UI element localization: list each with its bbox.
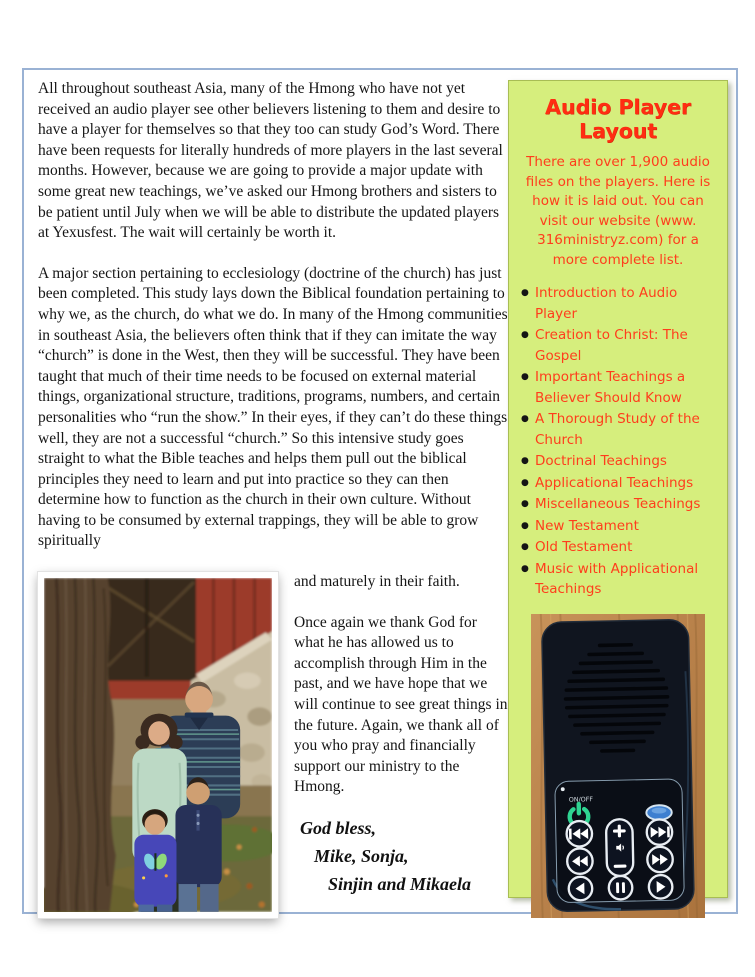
newsletter-content-box — [22, 68, 738, 914]
signature-line: Mike, Sonja, — [314, 846, 409, 866]
pause-button — [609, 875, 633, 899]
audio-category-item: ● A Thorough Study of the Church — [521, 409, 721, 450]
audio-category-item: ● Old Testament — [521, 537, 721, 558]
paragraph-faith-continuation: and maturely in their faith. — [294, 573, 460, 591]
audio-player-device — [542, 619, 695, 911]
article-column — [38, 79, 508, 918]
photo-text-row — [38, 572, 508, 918]
paragraph-thanks: Once again we thank God for what he has allowed us to accomplish through Him in the past, and we have hope that we will continue to see great things in the future. Again, we thank all of you who pray and financially support our ministry to the Hmong. — [294, 613, 508, 796]
audio-category-item: ● Music with Applicational Teachings — [521, 559, 721, 600]
audio-category-item: ● Miscellaneous Teachings — [521, 494, 721, 515]
audio-player-photo — [531, 614, 705, 919]
paragraph-ecclesiology: A major section pertaining to ecclesiology (doctrine of the church) has just been completed. This study lays down the Biblical foundation pertaining to why we, as the church, do what we do. In many of the Hmong communities in southeast Asia, the believers often think that if they can imitate the way “church” is done in the West, then they will be successful. They have been taught that much of their time needs to be focused on external material things, organizational structure, traditions, programs, numbers, and certain personalities who “run the show.” In their eyes, if they can’t do these things well, they are not a successful “church.” So this intensive study goes straight to what the Bible teaches and helps them pull out the biblical principles they need to learn and put into practice so they can then determine how to function as the church in their own culture. Without having to be consumed by external trappings, they will be able to grow spiritually — [38, 264, 508, 550]
on-off-label: ON/OFF — [568, 795, 594, 804]
audio-player-image — [531, 614, 705, 919]
audio-category-item: ● Important Teachings a Believer Should Know — [521, 367, 721, 408]
audio-category-item: ● New Testament — [521, 516, 721, 537]
signature-line: Sinjin and Mikaela — [328, 874, 472, 894]
signature-line: God bless, — [300, 818, 376, 838]
audio-category-item: ● Creation to Christ: The Gospel — [521, 325, 721, 366]
audio-player-sidebar — [508, 80, 728, 898]
sidebar-intro: There are over 1,900 audio files on the players. Here is how it is laid out. You can visit our website (www. 316ministryz.com) for a more complete list. — [525, 154, 711, 268]
sidebar-title: Audio Player Layout — [544, 95, 691, 143]
audio-category-list — [521, 283, 721, 600]
status-led — [646, 804, 672, 819]
family-photo-image — [44, 578, 272, 912]
article-continuation-column — [294, 572, 508, 898]
paragraph-audio-players: All throughout southeast Asia, many of the Hmong who have not yet received an audio player see other believers listening to them and desire to have a player for themselves so that they too can study God’s Word. There have been requests for literally hundreds of more players in the last several months. However, because we are going to provide a major update with some great new teachings, we’ve asked our Hmong brothers and sisters to be patient until July when we will be able to distribute the updated players at Yexusfest. The wait will certainly be worth it. — [38, 80, 503, 242]
volume-down-icon — [614, 864, 627, 867]
audio-category-item: ● Introduction to Audio Player — [521, 283, 721, 324]
audio-category-item: ● Doctrinal Teachings — [521, 451, 721, 472]
audio-category-item: ● Applicational Teachings — [521, 473, 721, 494]
signature-block — [294, 814, 508, 898]
family-photo — [38, 572, 278, 918]
